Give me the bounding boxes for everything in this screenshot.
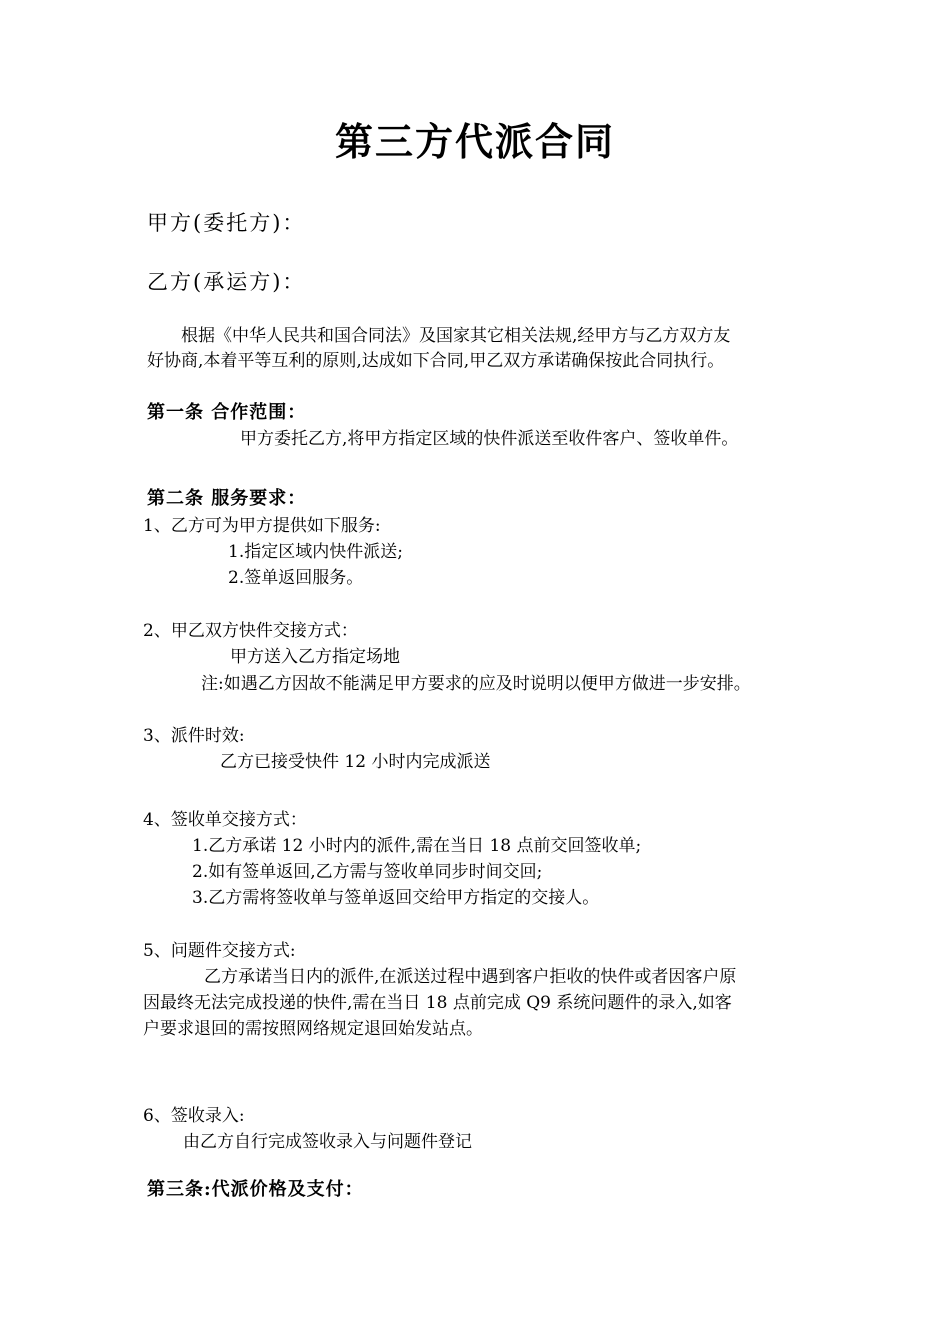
item-4-sub-1: 1.乙方承诺 12 小时内的派件,需在当日 18 点前交回签收单; [192,836,642,856]
item-3-label: 3、派件时效: [143,726,245,746]
item-1-sub-1: 1.指定区域内快件派送; [228,542,403,562]
article-3-heading: 第三条:代派价格及支付： [147,1179,364,1200]
page-title: 第三方代派合同 [334,119,615,164]
item-2-note: 注:如遇乙方因故不能满足甲方要求的应及时说明以便甲方做进一步安排。 [201,674,751,694]
item-1-sub-2: 2.签单返回服务。 [228,568,364,588]
article-1-body: 甲方委托乙方,将甲方指定区域的快件派送至收件客户、签收单件。 [240,429,739,449]
intro-line: 好协商,本着平等互利的原则,达成如下合同,甲乙双方承诺确保按此合同执行。 [147,351,725,371]
item-6-label: 6、签收录入: [143,1106,245,1126]
item-5-line: 户要求退回的需按照网络规定退回始发站点。 [143,1019,483,1039]
item-4-sub-3: 3.乙方需将签收单与签单返回交给甲方指定的交接人。 [192,888,600,908]
item-5-label: 5、问题件交接方式: [143,941,296,961]
item-3-sub-1: 乙方已接受快件 12 小时内完成派送 [220,752,491,772]
article-1-heading: 第一条 合作范围： [147,402,307,423]
item-4-sub-2: 2.如有签单返回,乙方需与签收单同步时间交回; [192,862,543,882]
item-2-label: 2、甲乙双方快件交接方式： [143,621,358,641]
item-1-label: 1、乙方可为甲方提供如下服务: [143,516,381,536]
item-4-label: 4、签收单交接方式： [143,810,307,830]
party-a-label: 甲方(委托方)： [147,211,306,235]
item-5-line: 因最终无法完成投递的快件,需在当日 18 点前完成 Q9 系统问题件的录入,如客 [143,993,732,1013]
article-2-heading: 第二条 服务要求： [147,488,307,509]
item-6-sub-1: 由乙方自行完成签收录入与问题件登记 [183,1132,472,1152]
party-b-label: 乙方(承运方)： [147,270,306,294]
item-5-line: 乙方承诺当日内的派件,在派送过程中遇到客户拒收的快件或者因客户原 [204,967,737,987]
intro-line: 根据《中华人民共和国合同法》及国家其它相关法规,经甲方与乙方双方友 [181,326,731,346]
item-2-sub-1: 甲方送入乙方指定场地 [230,647,400,667]
